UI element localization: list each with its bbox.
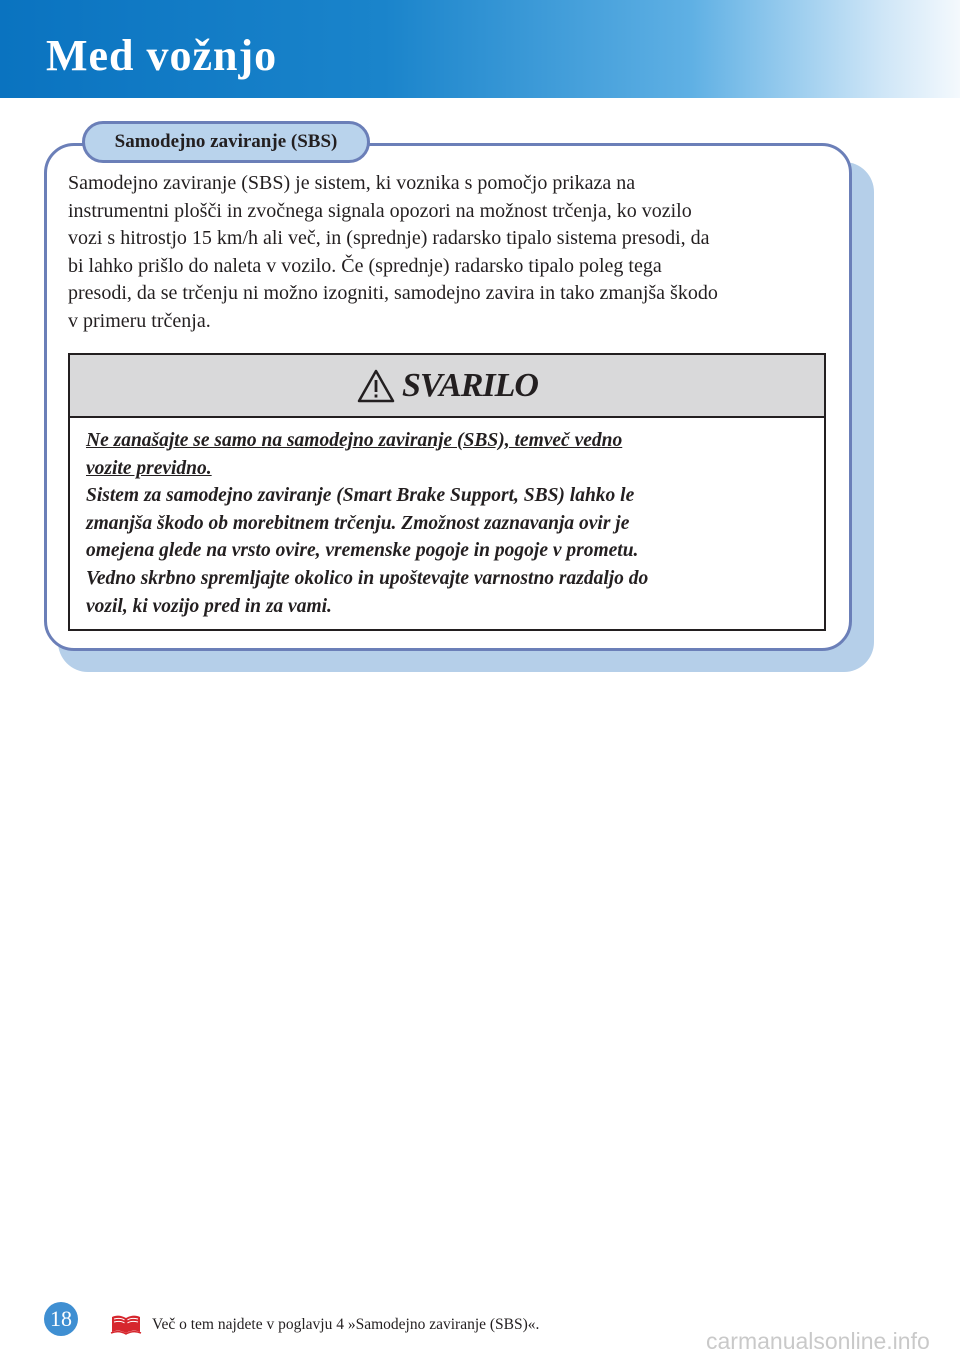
warning-header	[70, 355, 824, 418]
intro-line: v primeru trčenja.	[68, 309, 211, 332]
footer-reference: Več o tem najdete v poglavju 4 »Samodejno zaviranje (SBS)«.	[152, 1316, 540, 1333]
warning-line: Sistem za samodejno zaviranje (Smart Brake Support, SBS) lahko le	[86, 485, 635, 507]
intro-paragraph	[68, 170, 828, 336]
warning-line: zmanjša škodo ob morebitnem trčenju. Zmožnost zaznavanja ovir je	[86, 512, 630, 534]
intro-line: vozi s hitrostjo 15 km/h ali več, in (sprednje) radarsko tipalo sistema presodi, da	[68, 227, 710, 250]
warning-underlined-line: vozite previdno.	[86, 457, 212, 479]
warning-body	[86, 427, 806, 620]
watermark: carmanualsonline.info	[706, 1328, 930, 1354]
warning-triangle-icon	[356, 368, 396, 404]
intro-line: bi lahko prišlo do naleta v vozilo. Če (sprednje) radarsko tipalo poleg tega	[68, 254, 662, 277]
warning-line: Vedno skrbno spremljajte okolico in upoštevajte varnostno razdaljo do	[86, 567, 649, 589]
warning-line: vozil, ki vozijo pred in za vami.	[86, 595, 332, 617]
intro-line: presodi, da se trčenju ni možno izogniti, samodejno zavira in tako zmanjša škodo	[68, 282, 718, 305]
warning-box	[68, 353, 826, 631]
page-number: 18	[44, 1302, 78, 1336]
page-title: Med vožnjo	[46, 31, 278, 80]
warning-title: SVARILO	[402, 366, 538, 404]
intro-line: instrumentni plošči in zvočnega signala opozori na možnost trčenja, ko vozilo	[68, 199, 692, 222]
book-icon	[110, 1313, 142, 1335]
warning-underlined-line: Ne zanašajte se samo na samodejno zaviranje (SBS), temveč vedno	[86, 430, 623, 451]
warning-line: omejena glede na vrsto ovire, vremenske pogoje in pogoje v prometu.	[86, 540, 639, 562]
section-tab-label: Samodejno zaviranje (SBS)	[82, 121, 370, 163]
intro-line: Samodejno zaviranje (SBS) je sistem, ki voznika s pomočjo prikaza na	[68, 172, 636, 194]
